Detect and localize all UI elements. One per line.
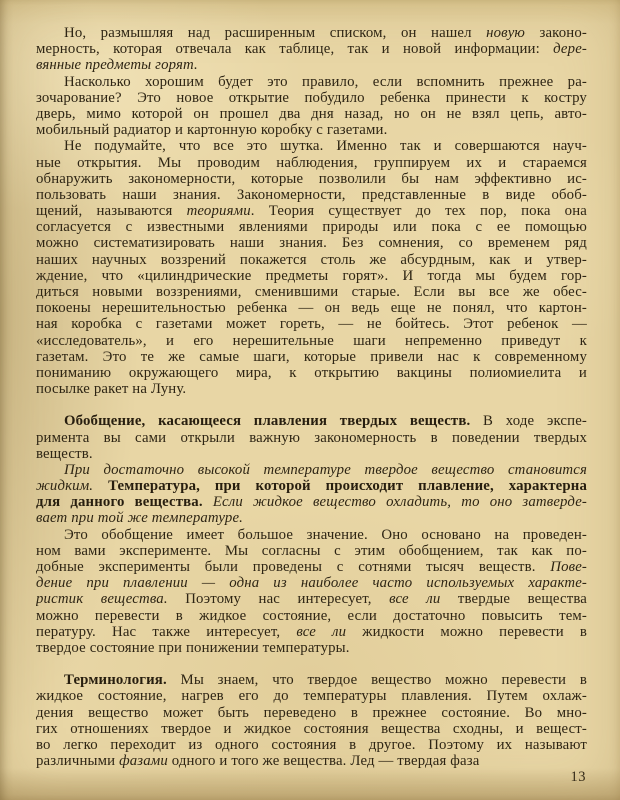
text-line: [36, 74, 587, 90]
text-line: [36, 171, 587, 187]
text-run: Мы знаем, что твердое вещество можно перевести в: [166, 672, 587, 689]
text-line: [36, 316, 587, 332]
text-line: [36, 446, 587, 462]
text-run: мобильный радиатор и картонную коробку с газетами.: [36, 122, 388, 139]
text-run: различными: [36, 753, 120, 770]
text-run: газетам. Это те же самые шаги, которые привели нас к современному: [36, 348, 587, 365]
text-line: [36, 187, 587, 203]
text-run: мерность, которая отвечала как таблице, так и новой информации:: [36, 41, 554, 58]
italic-run: все ли: [389, 591, 441, 608]
text-run: ждение, что «цилиндрические предметы горят». И тогда мы будем гор-: [36, 267, 587, 284]
text-run: «исследователь», и его нерешительные шаги непременно приведут к: [36, 332, 587, 349]
text-line: [36, 235, 587, 251]
italic-run: дение при плавлении — одна из наиболее часто используемых характе-: [36, 575, 587, 592]
text-line: [36, 365, 587, 381]
text-line: [36, 575, 587, 591]
text-line: [36, 252, 587, 268]
text-line: [36, 737, 587, 753]
italic-run: При достаточно высокой температуре твердое вещество становится: [64, 461, 587, 478]
text-run: добные эксперименты были проведены с сотнями тысяч веществ.: [36, 559, 551, 575]
italic-run: ристик вещества.: [36, 591, 168, 608]
text-run: ные открытия. Мы проводим наблюдения, группируем их и стараемся: [36, 154, 587, 171]
italic-run: все ли: [296, 623, 347, 640]
italic-run: дере-: [553, 41, 587, 58]
text-run: пониманию окружающего мира, к открытию вакцины полиомиелита и: [36, 364, 587, 381]
text-line: [36, 155, 587, 171]
text-run: пользовать наши знания. Закономерности, представленные в виде обоб-: [36, 186, 587, 203]
text-line: [36, 753, 587, 769]
text-run: жидкое состояние, нагрев его до температуры плавления. Путем охлаж-: [36, 688, 587, 705]
text-line: [36, 510, 587, 526]
text-run: дения вещество может быть переведено в прежнее состояние. Во мно-: [36, 704, 587, 721]
text-line: [36, 219, 587, 235]
italic-run: фазами: [119, 753, 168, 770]
text-line: [36, 608, 587, 624]
text-run: Поэтому нас интересует,: [167, 591, 390, 608]
text-line: [36, 122, 587, 138]
paragraph: [36, 527, 587, 657]
text-line: [36, 640, 587, 656]
text-line: [36, 300, 587, 316]
text-run: жидкости можно перевести в: [346, 623, 587, 640]
italic-run: теориями: [186, 203, 251, 220]
text-line: [36, 721, 587, 737]
paragraph: [36, 462, 587, 527]
italic-run: вает при той же температуре.: [36, 510, 244, 527]
text-column: [36, 25, 587, 769]
text-run: диться новыми воззрениями, сменившими старые. Если вы все же обес-: [36, 284, 587, 300]
text-run: дверь, мимо которой он прошел два дня назад, но он не взял цепь, авто-: [36, 105, 587, 122]
text-line: [36, 688, 587, 704]
text-line: [36, 25, 587, 41]
text-line: [36, 333, 587, 349]
text-line: [36, 478, 587, 494]
text-run: [93, 478, 108, 494]
paragraph: [36, 672, 587, 769]
text-line: [36, 349, 587, 365]
bold-run: Температура, при которой происходит плавление, характерна: [108, 478, 587, 495]
text-line: [36, 203, 587, 219]
text-run: одного и того же вещества. Лед — твердая фаза: [167, 753, 480, 770]
text-line: [36, 41, 587, 57]
text-line: [36, 268, 587, 284]
text-run: твердое состояние при понижении температуры.: [36, 639, 350, 656]
text-run: В ходе экспе-: [470, 413, 587, 430]
paragraph: [36, 413, 587, 462]
text-run: посылке ракет на Луну.: [36, 381, 187, 398]
italic-run: вянные предметы горят.: [36, 57, 198, 74]
text-line: [36, 413, 587, 429]
text-line: [36, 462, 587, 478]
text-run: ная коробка с газетами может гореть, — не бойтесь. Этот ребенок —: [36, 316, 587, 333]
text-run: зочарование? Это новое открытие побудило ребенка принести к костру: [36, 89, 587, 106]
paragraph: [36, 25, 587, 74]
text-run: пературу. Нас также интересует,: [36, 623, 297, 640]
text-line: [36, 494, 587, 510]
bold-run: Терминология.: [64, 672, 167, 689]
text-line: [36, 705, 587, 721]
text-run: щений, называются: [36, 203, 187, 220]
text-line: [36, 591, 587, 607]
italic-run: Если жидкое вещество охладить, то оно затверде-: [212, 494, 587, 511]
text-line: [36, 543, 587, 559]
text-line: [36, 284, 587, 300]
text-line: [36, 57, 587, 73]
text-line: [36, 559, 587, 575]
text-run: Но, размышляя над расширенным списком, он нашел: [64, 25, 487, 41]
text-run: можно перевести в жидкое состояние, если достаточно повысить тем-: [36, 607, 587, 624]
text-line: [36, 672, 587, 688]
text-run: наших научных воззрений покажется столь же абсурдным, как и утвер-: [36, 251, 587, 268]
text-run: Это обобщение имеет большое значение. Оно основано на проведен-: [64, 526, 587, 543]
italic-run: жидким.: [36, 478, 94, 495]
text-run: римента вы сами открыли важную закономерность в поведении твердых: [36, 429, 587, 446]
text-line: [36, 624, 587, 640]
text-run: законо-: [525, 25, 587, 41]
text-run: покоены нерешительностью ребенка — он ведь еще не понял, что картон-: [36, 300, 587, 317]
text-line: [36, 138, 587, 154]
text-run: обнаружить закономерности, которые позволили бы нам эффективно ис-: [36, 170, 587, 187]
page-number: 13: [570, 769, 586, 785]
text-line: [36, 106, 587, 122]
text-run: Насколько хорошим будет это правило, если вспомнить прежнее ра-: [64, 73, 587, 90]
text-line: [36, 381, 587, 397]
text-run: ном вами эксперименте. Мы согласны с этим обобщением, так как по-: [36, 542, 587, 559]
text-run: гих отношениях твердое и жидкое состояния вещества сходны, и вещест-: [36, 720, 587, 737]
text-line: [36, 527, 587, 543]
italic-run: Пове-: [550, 559, 587, 575]
italic-run: новую: [486, 25, 525, 41]
text-line: [36, 430, 587, 446]
text-run: Не подумайте, что все это шутка. Именно так и совершаются науч-: [64, 138, 587, 155]
text-run: во легко переходит из одного состояния в другое. Поэтому их называют: [36, 736, 587, 753]
text-run: твердые вещества: [440, 591, 587, 608]
text-run: можно систематизировать наши знания. Без сомнения, со временем ряд: [36, 235, 587, 252]
bold-run: для данного вещества.: [36, 494, 203, 511]
text-run: согласуется с известными явлениями природы или пока с ее помощью: [36, 219, 587, 236]
text-line: [36, 90, 587, 106]
text-run: [203, 494, 213, 510]
text-run: веществ.: [36, 445, 93, 462]
bold-run: Обобщение, касающееся плавления твердых веществ.: [64, 413, 471, 430]
paragraph: [36, 74, 587, 139]
text-run: . Теория существует до тех пор, пока она: [250, 203, 587, 220]
paragraph: [36, 138, 587, 397]
